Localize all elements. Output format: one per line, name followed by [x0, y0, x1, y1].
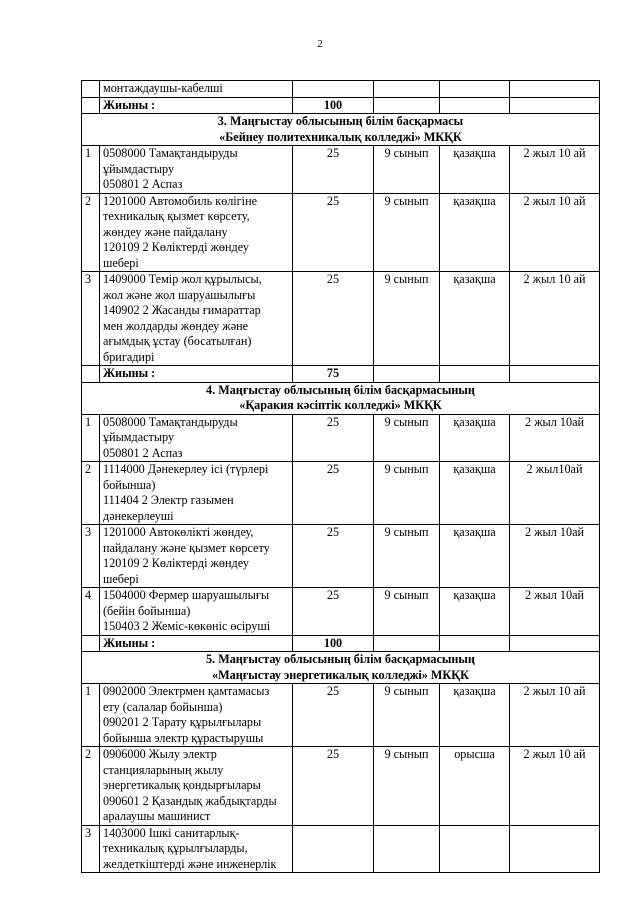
base-education-cell: 9 сынып [374, 272, 440, 366]
duration-cell: 2 жыл 10 ай [510, 272, 600, 366]
section-header-row [82, 114, 600, 146]
table-row [82, 588, 600, 636]
specialty-cell: 0508000 Тамақтандыруды ұйымдастыру 050801 2 Аспаз [100, 414, 293, 462]
total-row [82, 366, 600, 383]
table-row [82, 414, 600, 462]
specialty-cell: 1201000 Автомобиль көлігіне техникалық қызмет көрсету, жөндеу және пайдалану 120109 2 Көліктерді жөндеу шебері [100, 193, 293, 272]
language-cell [440, 81, 510, 98]
language-cell: орысша [440, 747, 510, 826]
base-education-cell [374, 81, 440, 98]
section-header: 5. Маңғыстау облысының білім басқармасының «Маңғыстау энергетикалық колледжі» МКҚК [82, 652, 600, 684]
language-cell: қазақша [440, 588, 510, 636]
section-header-row [82, 382, 600, 414]
specialties-table [81, 80, 600, 873]
specialty-cell: 1201000 Автокөлікті жөндеу, пайдалану және қызмет көрсету 120109 2 Көліктерді жөндеу шебері [100, 525, 293, 588]
duration-cell: 2 жыл10ай [510, 462, 600, 525]
specialty-cell: 1403000 Ішкі санитарлық- техникалық құрылғыларды, желдеткіштерді және инженерлік [100, 825, 293, 873]
total-label: Жиыны : [100, 366, 293, 383]
specialty-cell: монтаждаушы-кабелші [100, 81, 293, 98]
page-number: 2 [317, 38, 323, 50]
row-number: 1 [82, 146, 100, 194]
seats-cell: 25 [293, 193, 374, 272]
total-row [82, 97, 600, 114]
seats-cell: 25 [293, 462, 374, 525]
table-row [82, 462, 600, 525]
duration-cell: 2 жыл 10 ай [510, 146, 600, 194]
language-cell: қазақша [440, 414, 510, 462]
section-header-row [82, 652, 600, 684]
row-number [82, 81, 100, 98]
total-spacer [82, 635, 100, 652]
seats-cell: 25 [293, 747, 374, 826]
duration-cell: 2 жыл 10 ай [510, 747, 600, 826]
base-education-cell: 9 сынып [374, 193, 440, 272]
total-label: Жиыны : [100, 635, 293, 652]
row-number: 2 [82, 747, 100, 826]
base-education-cell: 9 сынып [374, 462, 440, 525]
seats-cell: 25 [293, 146, 374, 194]
language-cell: қазақша [440, 684, 510, 747]
language-cell: қазақша [440, 525, 510, 588]
base-education-cell: 9 сынып [374, 414, 440, 462]
total-empty [510, 366, 600, 383]
language-cell [440, 825, 510, 873]
specialty-cell: 0508000 Тамақтандыруды ұйымдастыру 050801 2 Аспаз [100, 146, 293, 194]
table-row [82, 825, 600, 873]
total-value: 75 [293, 366, 374, 383]
total-label: Жиыны : [100, 97, 293, 114]
row-number: 1 [82, 684, 100, 747]
row-number: 2 [82, 193, 100, 272]
duration-cell: 2 жыл 10ай [510, 588, 600, 636]
seats-cell: 25 [293, 588, 374, 636]
total-empty [440, 635, 510, 652]
duration-cell: 2 жыл 10 ай [510, 684, 600, 747]
total-value: 100 [293, 635, 374, 652]
total-empty [440, 97, 510, 114]
total-empty [510, 97, 600, 114]
table-row [82, 525, 600, 588]
row-number: 3 [82, 525, 100, 588]
base-education-cell [374, 825, 440, 873]
seats-cell: 25 [293, 414, 374, 462]
specialty-cell: 1504000 Фермер шаруашылығы (бейін бойынша) 150403 2 Жеміс-көкөніс өсіруші [100, 588, 293, 636]
specialty-cell: 0902000 Электрмен қамтамасыз ету (салалар бойынша) 090201 2 Тарату құрылғылары бойынша электр құрастырушы [100, 684, 293, 747]
section-header: 4. Маңғыстау облысының білім басқармасының «Қаракия кәсіптік колледжі» МКҚК [82, 382, 600, 414]
total-empty [374, 97, 440, 114]
table-row [82, 146, 600, 194]
table-row [82, 747, 600, 826]
row-number: 3 [82, 825, 100, 873]
language-cell: қазақша [440, 462, 510, 525]
duration-cell: 2 жыл 10ай [510, 414, 600, 462]
row-number: 2 [82, 462, 100, 525]
base-education-cell: 9 сынып [374, 747, 440, 826]
total-empty [510, 635, 600, 652]
base-education-cell: 9 сынып [374, 146, 440, 194]
base-education-cell: 9 сынып [374, 588, 440, 636]
total-empty [440, 366, 510, 383]
total-spacer [82, 366, 100, 383]
row-number: 1 [82, 414, 100, 462]
seats-cell: 25 [293, 272, 374, 366]
total-spacer [82, 97, 100, 114]
seats-cell [293, 825, 374, 873]
seats-cell: 25 [293, 684, 374, 747]
total-row [82, 635, 600, 652]
duration-cell [510, 825, 600, 873]
duration-cell: 2 жыл 10ай [510, 525, 600, 588]
row-number: 4 [82, 588, 100, 636]
table-row [82, 272, 600, 366]
specialty-cell: 1409000 Темір жол құрылысы, жол және жол шаруашылығы 140902 2 Жасанды ғимараттар мен жолдарды жөндеу және ағымдық ұстау (босатылған) бригадирі [100, 272, 293, 366]
language-cell: қазақша [440, 146, 510, 194]
specialty-cell: 0906000 Жылу электр станцияларының жылу энергетикалық қондырғылары 090601 2 Қазандық жабдықтарды аралаушы машинист [100, 747, 293, 826]
total-value: 100 [293, 97, 374, 114]
seats-cell [293, 81, 374, 98]
language-cell: қазақша [440, 193, 510, 272]
total-empty [374, 366, 440, 383]
specialty-cell: 1114000 Дәнекерлеу ісі (түрлері бойынша) 111404 2 Электр газымен дәнекерлеуші [100, 462, 293, 525]
base-education-cell: 9 сынып [374, 684, 440, 747]
table-row [82, 684, 600, 747]
table-row [82, 193, 600, 272]
row-number: 3 [82, 272, 100, 366]
duration-cell: 2 жыл 10 ай [510, 193, 600, 272]
total-empty [374, 635, 440, 652]
base-education-cell: 9 сынып [374, 525, 440, 588]
seats-cell: 25 [293, 525, 374, 588]
table-row [82, 81, 600, 98]
duration-cell [510, 81, 600, 98]
language-cell: қазақша [440, 272, 510, 366]
section-header: 3. Маңғыстау облысының білім басқармасы «Бейнеу политехникалық колледжі» МКҚК [82, 114, 600, 146]
